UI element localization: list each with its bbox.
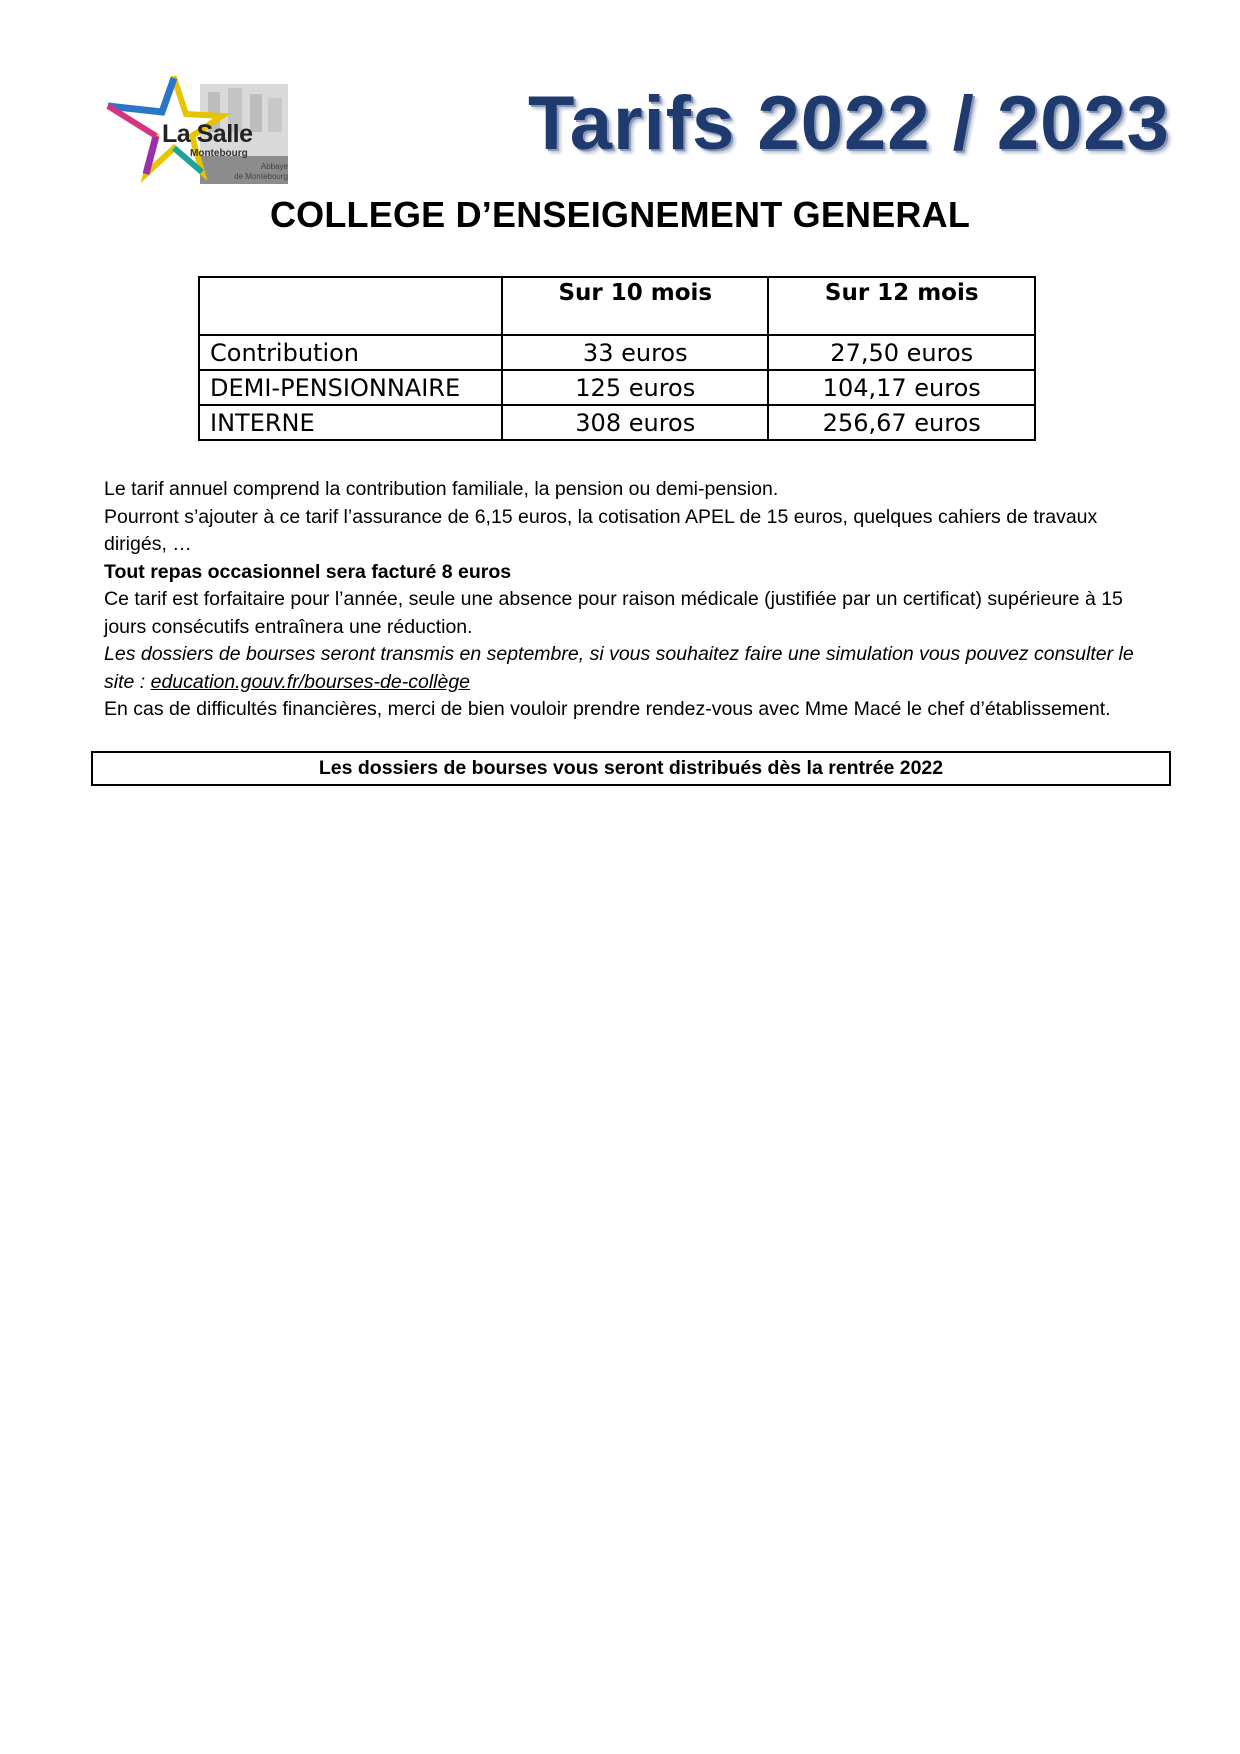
cell-10-mois: 33 euros — [502, 335, 768, 370]
logo-abbaye-line1: Abbaye — [260, 162, 288, 171]
notice-box: Les dossiers de bourses vous seront distribués dès la rentrée 2022 — [91, 751, 1171, 786]
paragraph-repas: Tout repas occasionnel sera facturé 8 euros — [104, 560, 512, 583]
cell-12-mois: 104,17 euros — [768, 370, 1035, 405]
paragraph-extras: Pourront s’ajouter à ce tarif l’assurance de 6,15 euros, la cotisation APEL de 15 euros, quelques cahiers de travaux dirigés, … — [104, 505, 1098, 555]
logo-abbaye — [232, 162, 288, 182]
bourses-text: Les dossiers de bourses seront transmis en septembre, si vous souhaitez faire une simulation vous pouvez consulter le site : — [104, 643, 1134, 693]
row-label: DEMI-PENSIONNAIRE — [199, 370, 502, 405]
table-header-cell: Sur 10 mois — [502, 277, 768, 335]
logo-name: La Salle — [162, 120, 253, 148]
page-title: Tarifs 2022 / 2023 — [528, 81, 1170, 166]
bourses-link[interactable]: education.gouv.fr/bourses-de-collège — [150, 670, 471, 693]
cell-12-mois: 256,67 euros — [768, 405, 1035, 440]
cell-12-mois: 27,50 euros — [768, 335, 1035, 370]
logo-subname: Montebourg — [190, 148, 248, 159]
table-row — [199, 335, 1035, 370]
logo-abbaye-line2: de Montebourg — [234, 172, 288, 181]
table-header-row — [199, 277, 1035, 335]
paragraph-forfait: Ce tarif est forfaitaire pour l’année, seule une absence pour raison médicale (justifiée par un certificat) supérieure à 15 jours consécutifs entraînera une réduction. — [104, 588, 1123, 638]
row-label: Contribution — [199, 335, 502, 370]
table-row — [199, 370, 1035, 405]
row-label: INTERNE — [199, 405, 502, 440]
paragraph-bourses — [104, 641, 1160, 696]
tarif-table — [198, 276, 1036, 441]
section-title: COLLEGE D’ENSEIGNEMENT GENERAL — [269, 194, 971, 235]
table-header-cell: Sur 12 mois — [768, 277, 1035, 335]
cell-10-mois: 125 euros — [502, 370, 768, 405]
cell-10-mois: 308 euros — [502, 405, 768, 440]
table-row — [199, 405, 1035, 440]
table-header-cell — [199, 277, 502, 335]
school-logo — [104, 76, 290, 192]
body-text — [104, 476, 1160, 724]
paragraph-difficultes: En cas de difficultés financières, merci de bien vouloir prendre rendez-vous avec Mme Macé le chef d’établissement. — [104, 698, 1111, 720]
paragraph-annual: Le tarif annuel comprend la contribution familiale, la pension ou demi-pension. — [104, 478, 779, 500]
